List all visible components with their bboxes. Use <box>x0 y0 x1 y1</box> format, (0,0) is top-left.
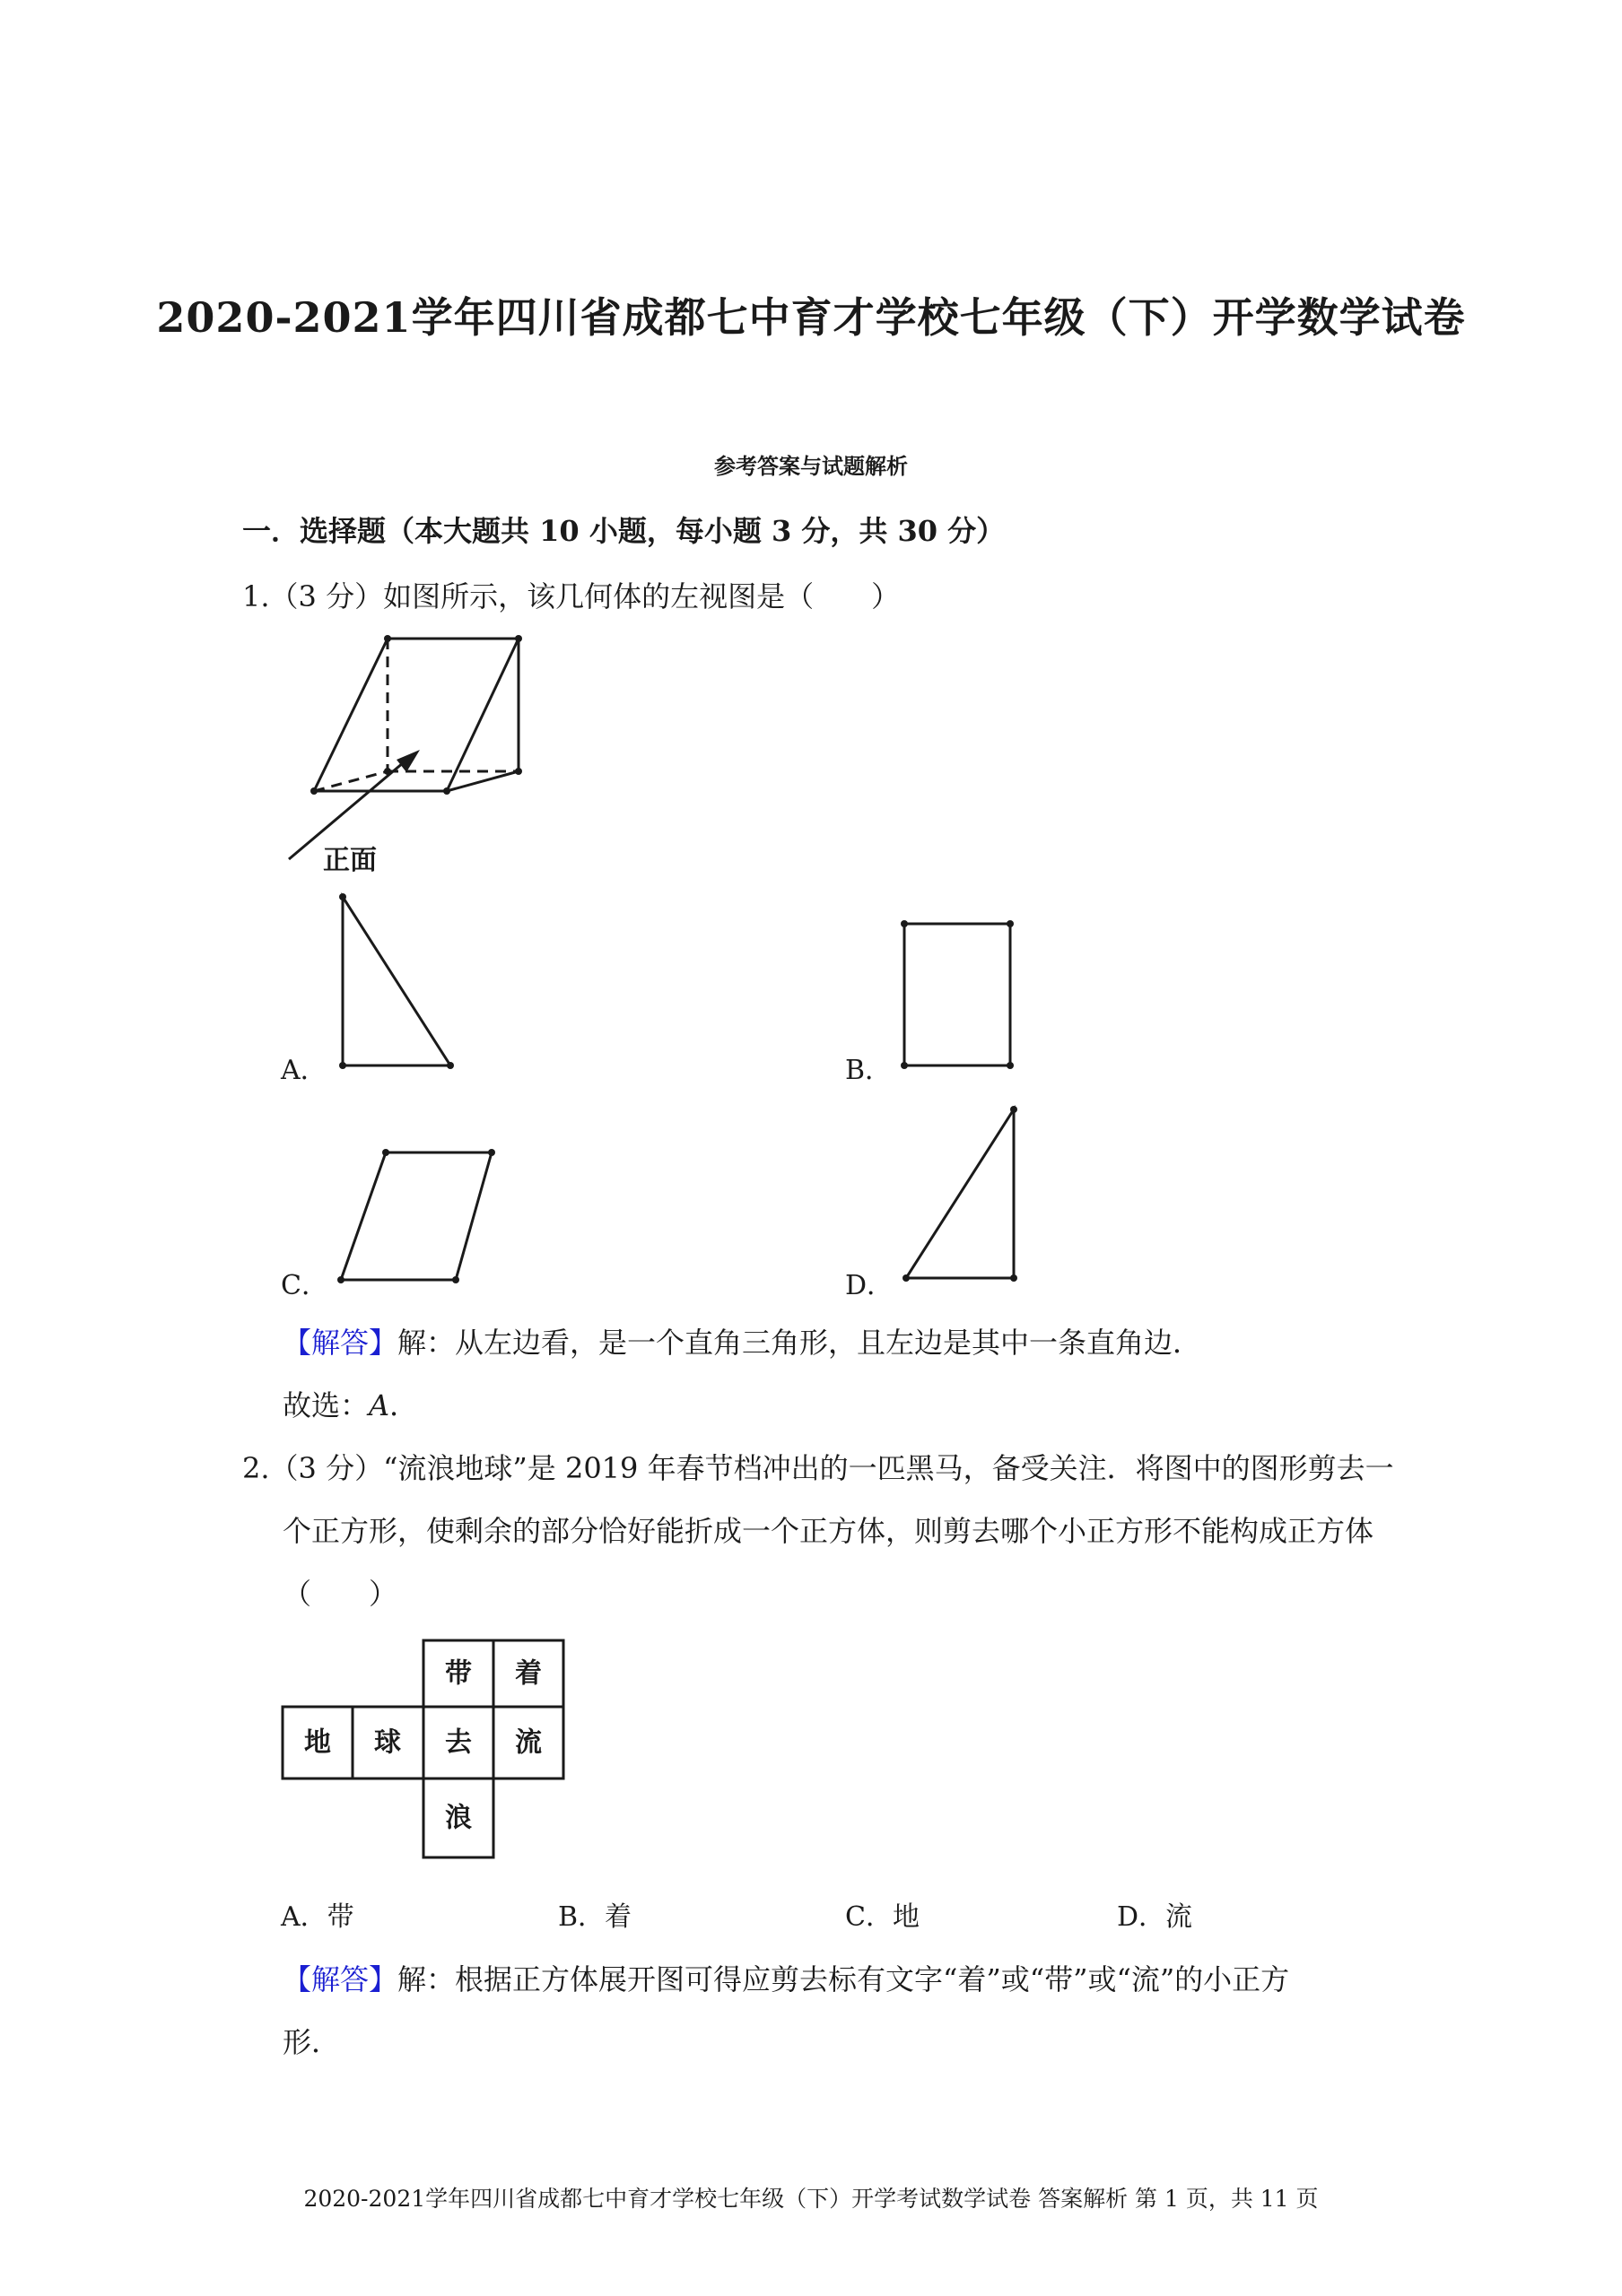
net-cell-mid-4: 流 <box>515 1726 542 1759</box>
q2-option-d: D．流 <box>1117 1901 1193 1933</box>
net-cell-top-right: 着 <box>515 1657 542 1690</box>
q2-answer-tag: 【解答】 <box>283 1962 398 1996</box>
q2-answer-text: 解：根据正方体展开图可得应剪去标有文字“着”或“带”或“流”的小正方 <box>397 1962 1290 1996</box>
page-title: 2020-2021学年四川省成都七中育才学校七年级（下）开学数学试卷 <box>156 293 1466 342</box>
q1-answer-text: 解：从左边看，是一个直角三角形，且左边是其中一条直角边． <box>397 1326 1202 1360</box>
q1-choice <box>283 1383 418 1424</box>
q1-option-b-label: B． <box>845 1055 893 1086</box>
q2-answer-line-1 <box>283 1957 1289 1998</box>
q1-option-d-label: D． <box>845 1270 894 1301</box>
q1-option-b-figure <box>897 915 1023 1076</box>
q2-option-c: C．地 <box>845 1901 920 1933</box>
q1-answer-tag: 【解答】 <box>283 1326 398 1360</box>
q1-choice-letter: A <box>369 1388 390 1422</box>
q1-option-c-figure <box>332 1144 502 1296</box>
question-2-stem-line-3: （ ） <box>283 1577 398 1611</box>
net-cell-top-left: 带 <box>445 1657 472 1690</box>
section-heading: 一．选择题（本大题共 10 小题，每小题 3 分，共 30 分） <box>242 514 1006 548</box>
q1-option-d-figure <box>893 1099 1027 1287</box>
q1-option-c-label: C． <box>281 1270 328 1301</box>
question-2-stem-line-2: 个正方形，使剩余的部分恰好能折成一个正方体，则剪去哪个小正方形不能构成正方体 <box>283 1514 1374 1548</box>
net-cell-mid-3: 去 <box>445 1726 472 1759</box>
q1-option-a-label: A． <box>281 1055 327 1086</box>
net-cell-mid-2: 球 <box>374 1726 401 1759</box>
net-cell-bottom: 浪 <box>445 1802 472 1834</box>
q1-option-a-figure <box>332 888 467 1076</box>
q2-answer-line-2: 形． <box>283 2025 341 2059</box>
net-cell-mid-1: 地 <box>304 1726 331 1759</box>
q2-option-b: B．着 <box>558 1901 632 1933</box>
q1-answer <box>283 1320 1201 1361</box>
q2-option-a: A．带 <box>281 1901 354 1933</box>
q1-choice-suffix: ． <box>389 1388 419 1422</box>
q1-choice-prefix: 故选： <box>283 1388 370 1422</box>
question-2-stem-line-1: 2.（3 分）“流浪地球”是 2019 年春节档冲出的一匹黑马，备受关注．将图中的图形剪去一 <box>242 1451 1394 1485</box>
page-footer: 2020-2021学年四川省成都七中育才学校七年级（下）开学考试数学试卷 答案解析 第 1 页，共 11 页 <box>303 2186 1319 2212</box>
front-view-label: 正面 <box>323 845 377 876</box>
page-subtitle: 参考答案与试题解析 <box>714 453 908 479</box>
question-1-solid-figure <box>278 628 547 879</box>
cube-net-figure <box>280 1638 567 1862</box>
question-1-stem: 1.（3 分）如图所示，该几何体的左视图是（ ） <box>242 579 901 613</box>
